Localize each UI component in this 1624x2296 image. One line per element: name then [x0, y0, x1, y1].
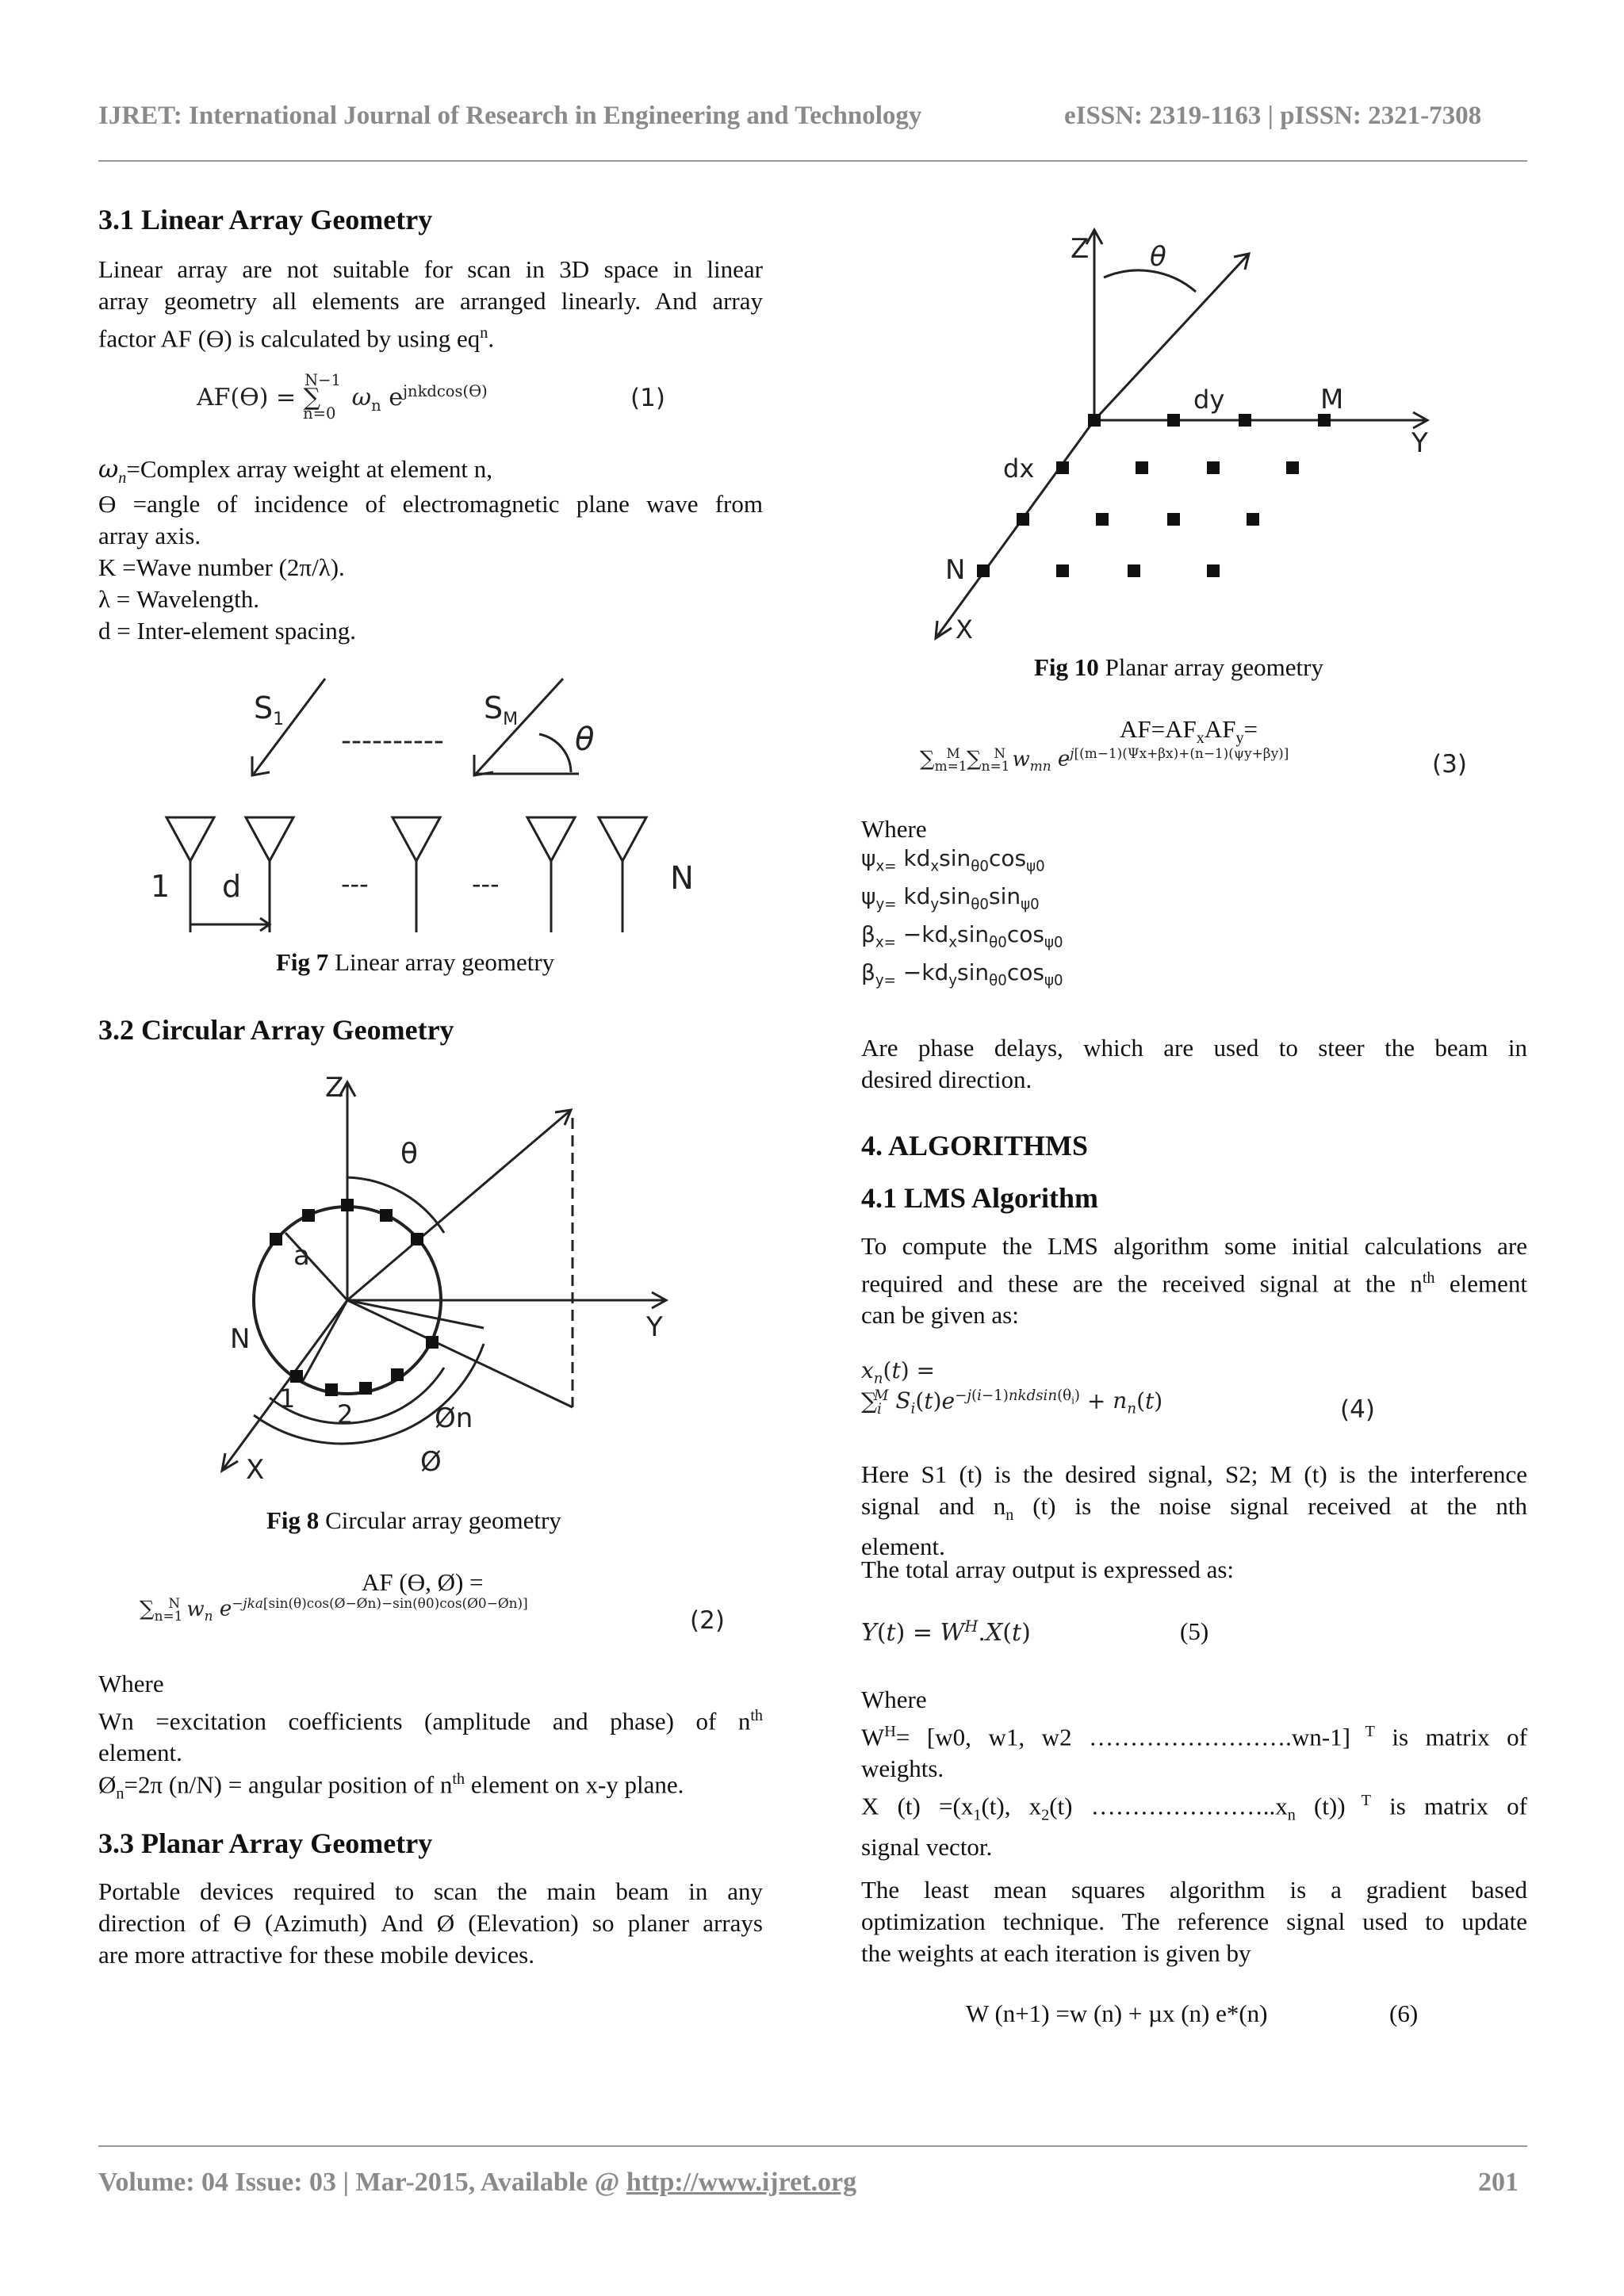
definition-line: weights.: [861, 1755, 944, 1783]
footer-volume: Volume: 04 Issue: 03 | Mar-2015, Available @ http://www.ijret.org: [98, 2168, 857, 2197]
lms-paragraph-2: [861, 1459, 1527, 1563]
equation-5: $Y(t) = W^H.X(t)$: [861, 1617, 1031, 1647]
theta-label: θ: [575, 721, 595, 758]
sm-label: $S_M$: [484, 691, 519, 729]
planar-array-figure: [920, 222, 1459, 650]
weights-definition: [861, 1716, 1527, 1863]
element-2-label: 2: [337, 1399, 354, 1429]
paragraph-line: the weights at each iteration is given by: [861, 1939, 1251, 1967]
wn-definition: [98, 1700, 763, 1769]
footer-rule: [98, 2145, 1527, 2147]
radius-label: a: [293, 1240, 310, 1272]
definition-d: d = Inter-element spacing.: [98, 617, 357, 645]
equation-3-top: $AF=AF_xAF_y=$: [1120, 715, 1258, 748]
definition-omega: $\omega_n=Complex$ array weight at element n,: [98, 455, 493, 488]
definition-theta: [98, 488, 763, 552]
element-1-label: 1: [279, 1383, 296, 1414]
beta-x-definition: $\beta_{x=} -kd_x\sin_{\theta 0}\cos_{\psi 0}$: [861, 921, 1063, 951]
paragraph-line: array geometry all elements are arranged linearly. And array: [98, 287, 763, 315]
circular-array-figure: [206, 1074, 698, 1494]
fig-7-caption: Fig 7 Linear array geometry: [276, 948, 555, 976]
paragraph-line: Portable devices required to scan the main beam in any: [98, 1877, 763, 1905]
where-label: Where: [98, 1670, 164, 1697]
equation-1-number: (1): [630, 384, 665, 412]
paragraph-line: desired direction.: [861, 1066, 1032, 1093]
equation-2-number: (2): [690, 1606, 725, 1635]
definition-line: signal vector.: [861, 1832, 993, 1861]
paragraph-line: optimization technique. The reference signal used to update: [861, 1908, 1527, 1935]
definition-lambda: λ = Wavelength.: [98, 585, 260, 613]
definition-line: Wn =excitation coefficients (amplitude and phase) of $n^{th}$: [98, 1707, 763, 1735]
mid-dash: ---: [472, 869, 500, 899]
array-elements: [977, 414, 1331, 577]
section-3-1-paragraph: [98, 254, 763, 354]
definition-line: X $(t) =(x_1(t)$, $x_2(t)$ $\dots\dots\dots\dots\dots\dots\dots..x_n$ (t)) $^T$ is matrix of: [861, 1792, 1527, 1824]
lms-paragraph-3: The total array output is expressed as:: [861, 1556, 1235, 1583]
paragraph-line: The least mean squares algorithm is a gradient based: [861, 1876, 1527, 1904]
section-3-3-paragraph: [98, 1876, 763, 1971]
label-1: 1: [151, 869, 170, 904]
phase-delay-paragraph: [861, 1032, 1527, 1096]
equation-6-number: (6): [1389, 1999, 1419, 2027]
issn: eISSN: 2319-1163 | pISSN: 2321-7308: [1064, 101, 1482, 130]
paragraph-line: are more attractive for these mobile devices.: [98, 1941, 534, 1969]
paragraph-line: can be given as:: [861, 1301, 1019, 1330]
definition-line: ϴ =angle of incidence of electromagnetic plane wave from: [98, 490, 763, 518]
equation-5-number: (5): [1180, 1617, 1209, 1645]
section-3-3-title: 3.3 Planar Array Geometry: [98, 1827, 433, 1859]
definition-k: K =Wave number (2π/λ).: [98, 553, 345, 581]
journal-link[interactable]: http://www.ijret.org: [626, 2168, 857, 2197]
equation-2: $\sum_{n=1}^N$ $w_n$ $e^{-jka[sin(\theta)cos(Ø-Øn)-sin(\theta 0)cos(Ø0-Øn)]}$: [140, 1595, 528, 1624]
dy-label: dy: [1193, 385, 1225, 415]
mid-dash: ---: [341, 869, 369, 899]
where-label: Where: [861, 1686, 927, 1713]
paragraph-line: Are phase delays, which are used to steer the beam in: [861, 1034, 1527, 1062]
label-d: d: [222, 869, 242, 904]
definition-line: $W^H= [w0$, w1, w2 …………………….wn-1] $^T$ is matrix of: [861, 1723, 1527, 1751]
equation-6: W (n+1) =w (n) + µx (n) e*(n): [966, 1999, 1268, 2027]
equation-1: AF(ϴ) = ∑ N−1 n=0 $\omega_n$ $e^{jnkdcos(ϴ)}$: [197, 371, 488, 423]
beta-y-definition: $\beta_{y=} -kd_y\sin_{\theta 0}\cos_{\psi 0}$: [861, 959, 1063, 989]
equation-4-number: (4): [1340, 1395, 1375, 1424]
paragraph-line: required and these are the received signal at the $n^{th}$ element: [861, 1269, 1527, 1298]
n-label: N: [945, 554, 966, 586]
header-rule: [98, 160, 1527, 162]
section-4-1-title: 4.1 LMS Algorithm: [861, 1182, 1099, 1214]
definition-text: =Complex array weight at element n,: [126, 455, 493, 483]
fig-8-caption: Fig 8 Circular array geometry: [266, 1506, 561, 1534]
equation-4: $x_n(t)$ = $\sum_i^M$ $S_i(t)e^{-j(i-1)nkdsin(\theta_i)} + n_n(t)$: [861, 1357, 1163, 1418]
phi-label: Ø: [420, 1446, 442, 1478]
paragraph-line: element.: [861, 1533, 945, 1561]
paragraph-line: Here S1 (t) is the desired signal, S2; M (t) is the interference: [861, 1460, 1527, 1488]
s1-label: $S_1$: [254, 691, 285, 729]
journal-title: IJRET: International Journal of Research in Engineering and Technology: [98, 101, 922, 130]
dashes: ----------: [341, 725, 444, 757]
y-axis-label: Y: [646, 1311, 663, 1343]
page-number: 201: [1478, 2168, 1519, 2197]
theta-label: θ: [1150, 241, 1166, 273]
equation-2-top: AF (ϴ, Ø) =: [362, 1568, 484, 1596]
x-axis-label: X: [246, 1454, 265, 1486]
paragraph-line: Linear array are not suitable for scan in 3D space in linear: [98, 255, 763, 283]
z-axis-label: Z: [1071, 233, 1090, 265]
lms-paragraph-4: [861, 1874, 1527, 1969]
z-axis-label: Z: [325, 1074, 344, 1104]
section-3-1-title: 3.1 Linear Array Geometry: [98, 204, 433, 235]
equation-3-number: (3): [1432, 750, 1467, 779]
paragraph-line: To compute the LMS algorithm some initial calculations are: [861, 1232, 1527, 1260]
label-n: N: [670, 860, 694, 897]
psi-x-definition: $\psi_{x=}$ $kd_x\sin_{\theta 0}\cos_{\psi 0}$: [861, 845, 1045, 875]
m-label: M: [1320, 384, 1344, 415]
x-axis-label: X: [956, 614, 973, 645]
definition-line: array axis.: [98, 522, 201, 549]
definition-line: element.: [98, 1739, 182, 1767]
n-label: N: [230, 1323, 251, 1355]
section-3-2-title: 3.2 Circular Array Geometry: [98, 1014, 454, 1046]
paragraph-line: factor AF (ϴ) is calculated by using $eq^n$.: [98, 324, 495, 353]
paragraph-line: direction of ϴ (Azimuth) And Ø (Elevation) so planer arrays: [98, 1909, 763, 1937]
dx-label: dx: [1003, 453, 1035, 484]
lms-paragraph-1: [861, 1230, 1527, 1331]
where-label: Where: [861, 815, 927, 843]
y-axis-label: Y: [1411, 427, 1428, 459]
psi-y-definition: $\psi_{y=}$ $kd_y\sin_{\theta 0}\sin_{\psi 0}$: [861, 883, 1040, 913]
section-4-title: 4. ALGORITHMS: [861, 1130, 1089, 1161]
superscript: n: [480, 324, 488, 342]
fig-10-caption: Fig 10 Planar array geometry: [1034, 653, 1323, 681]
theta-label: θ: [400, 1138, 419, 1170]
phi-n-label: Øn: [435, 1402, 473, 1434]
linear-array-figure: [151, 671, 722, 940]
paragraph-line: signal and $n_n$ (t) is the noise signal received at the nth: [861, 1492, 1527, 1525]
phi-n-definition: $Ø_n=2\pi$ (n/N) = angular position of $n^{th}$ element on x-y plane.: [98, 1770, 684, 1803]
equation-3: $\sum_{m=1}^M$ $\sum_{n=1}^N$ $w_{mn}$ $e^{j[(m-1)(\Psi x+\beta x)+(n-1)(\psi y+\beta y)]}$: [920, 745, 1289, 774]
paragraph-text: factor AF (ϴ) is calculated by using eq: [98, 324, 481, 353]
